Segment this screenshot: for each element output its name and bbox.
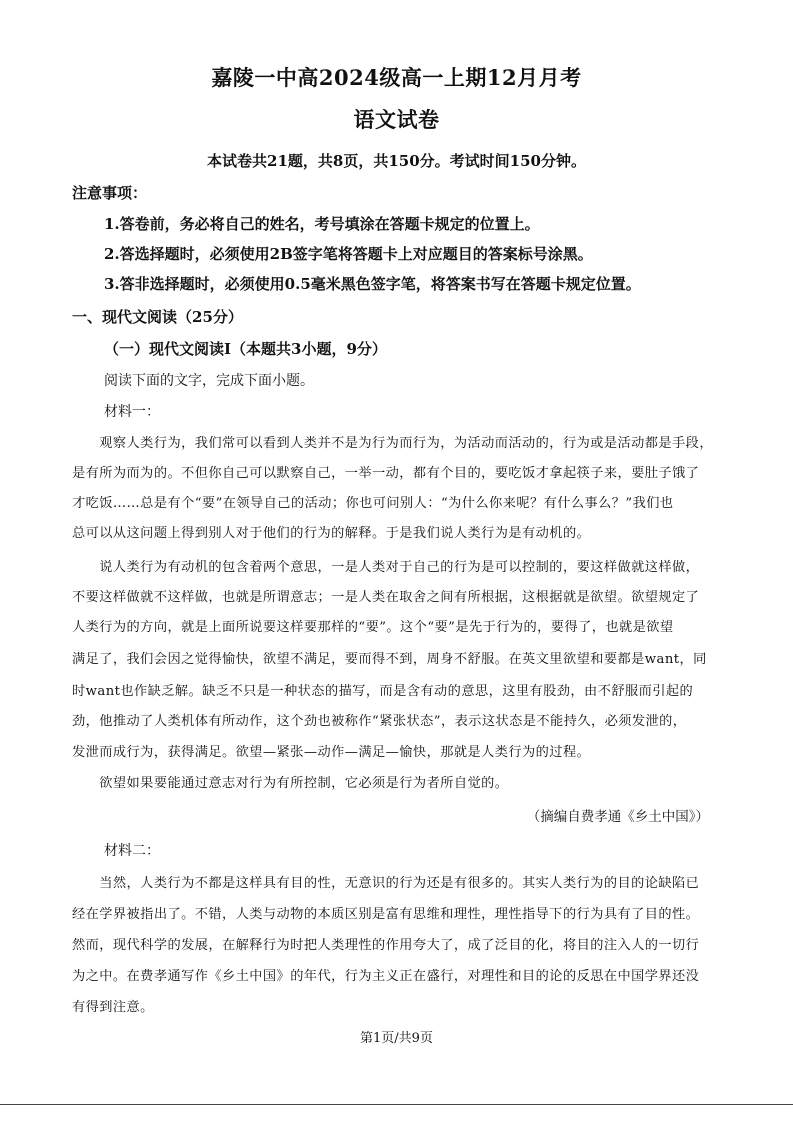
reading-instruction: 阅读下面的文字，完成下面小题。 [104, 373, 314, 389]
material-1-line: 时want也作缺乏解。缺乏不只是一种状态的描写，而是含有动的意思，这里有股劲，由不舒服而引起的 [72, 684, 694, 699]
material-1-line: 才吃饭……总是有个“要”在领导自己的活动；你也可问别人：“为什么你来呢？有什么事么？”我们也 [72, 496, 674, 511]
material-1-line: 发泄而成行为，获得满足。欲望—紧张—动作—满足—愉快，那就是人类行为的过程。 [72, 745, 591, 760]
notice-heading: 注意事项： [72, 184, 148, 202]
page-number: 第1页/共9页 [360, 1031, 433, 1046]
notice-item: 3.答非选择题时，必须使用0.5毫米黑色签字笔，将答案书写在答题卡规定位置。 [104, 275, 641, 293]
material-2-label: 材料二： [104, 843, 160, 859]
notice-item: 1.答卷前，务必将自己的姓名，考号填涂在答题卡规定的位置上。 [104, 215, 540, 233]
material-1-line: 劲，他推动了人类机体有所动作，这个劲也被称作“紧张状态”，表示这状态是不能持久，必须发泄的， [72, 714, 687, 729]
material-1-line: 是有所为而为的。不但你自己可以默察自己，一举一动，都有个目的，要吃饭才拿起筷子来，要肚子饿了 [72, 466, 700, 481]
material-1-source: （摘编自费孝通《乡土中国》） [526, 809, 709, 825]
material-1-line: 人类行为的方向，就是上面所说要这样要那样的“要”。这个“要”是先于行为的，要得了，也就是欲望 [72, 620, 674, 635]
material-2-line: 经在学界被指出了。不错，人类与动物的本质区别是富有思维和理性，理性指导下的行为具有了目的性。 [72, 907, 700, 922]
section-heading: 一、现代文阅读（25分） [72, 308, 243, 326]
material-1-label: 材料一： [104, 404, 160, 420]
exam-info: 本试卷共21题，共8页，共150分。考试时间150分钟。 [207, 152, 586, 170]
material-1-line: 欲望如果要能通过意志对行为有所控制，它必须是行为者所自觉的。 [72, 776, 509, 791]
material-1-line: 不要这样做就不这样做，也就是所谓意志；一是人类在取舍之间有所根据，这根据就是欲望。欲望规定了 [72, 590, 700, 605]
notice-item: 2.答选择题时，必须使用2B签字笔将答题卡上对应题目的答案标号涂黑。 [104, 245, 593, 263]
material-1-line: 观察人类行为，我们常可以看到人类并不是为行为而行为，为活动而活动的，行为或是活动都是手段， [72, 436, 713, 451]
material-2-line: 当然，人类行为不都是这样具有目的性，无意识的行为还是有很多的。其实人类行为的目的论缺陷已 [72, 876, 700, 891]
subsection-heading: （一）现代文阅读Ⅰ（本题共3小题，9分） [104, 340, 387, 358]
bottom-rule [0, 1104, 793, 1105]
material-1-line: 满足了，我们会因之觉得愉快，欲望不满足，要而得不到，周身不舒服。在英文里欲望和要都是want，同 [72, 652, 707, 667]
material-1-line: 说人类行为有动机的包含着两个意思，一是人类对于自己的行为是可以控制的，要这样做就这样做， [72, 560, 700, 575]
material-2-line: 为之中。在费孝通写作《乡土中国》的年代，行为主义正在盛行，对理性和目的论的反思在中国学界还没 [72, 969, 700, 984]
material-2-line: 然而，现代科学的发展，在解释行为时把人类理性的作用夸大了，成了泛目的化，将目的注入人的一切行 [72, 938, 700, 953]
material-2-line: 有得到注意。 [72, 1000, 154, 1015]
exam-subtitle: 语文试卷 [353, 107, 440, 132]
material-1-line: 总可以从这问题上得到别人对于他们的行为的解释。于是我们说人类行为是有动机的。 [72, 526, 591, 541]
exam-title: 嘉陵一中高2024级高一上期12月月考 [211, 65, 582, 90]
